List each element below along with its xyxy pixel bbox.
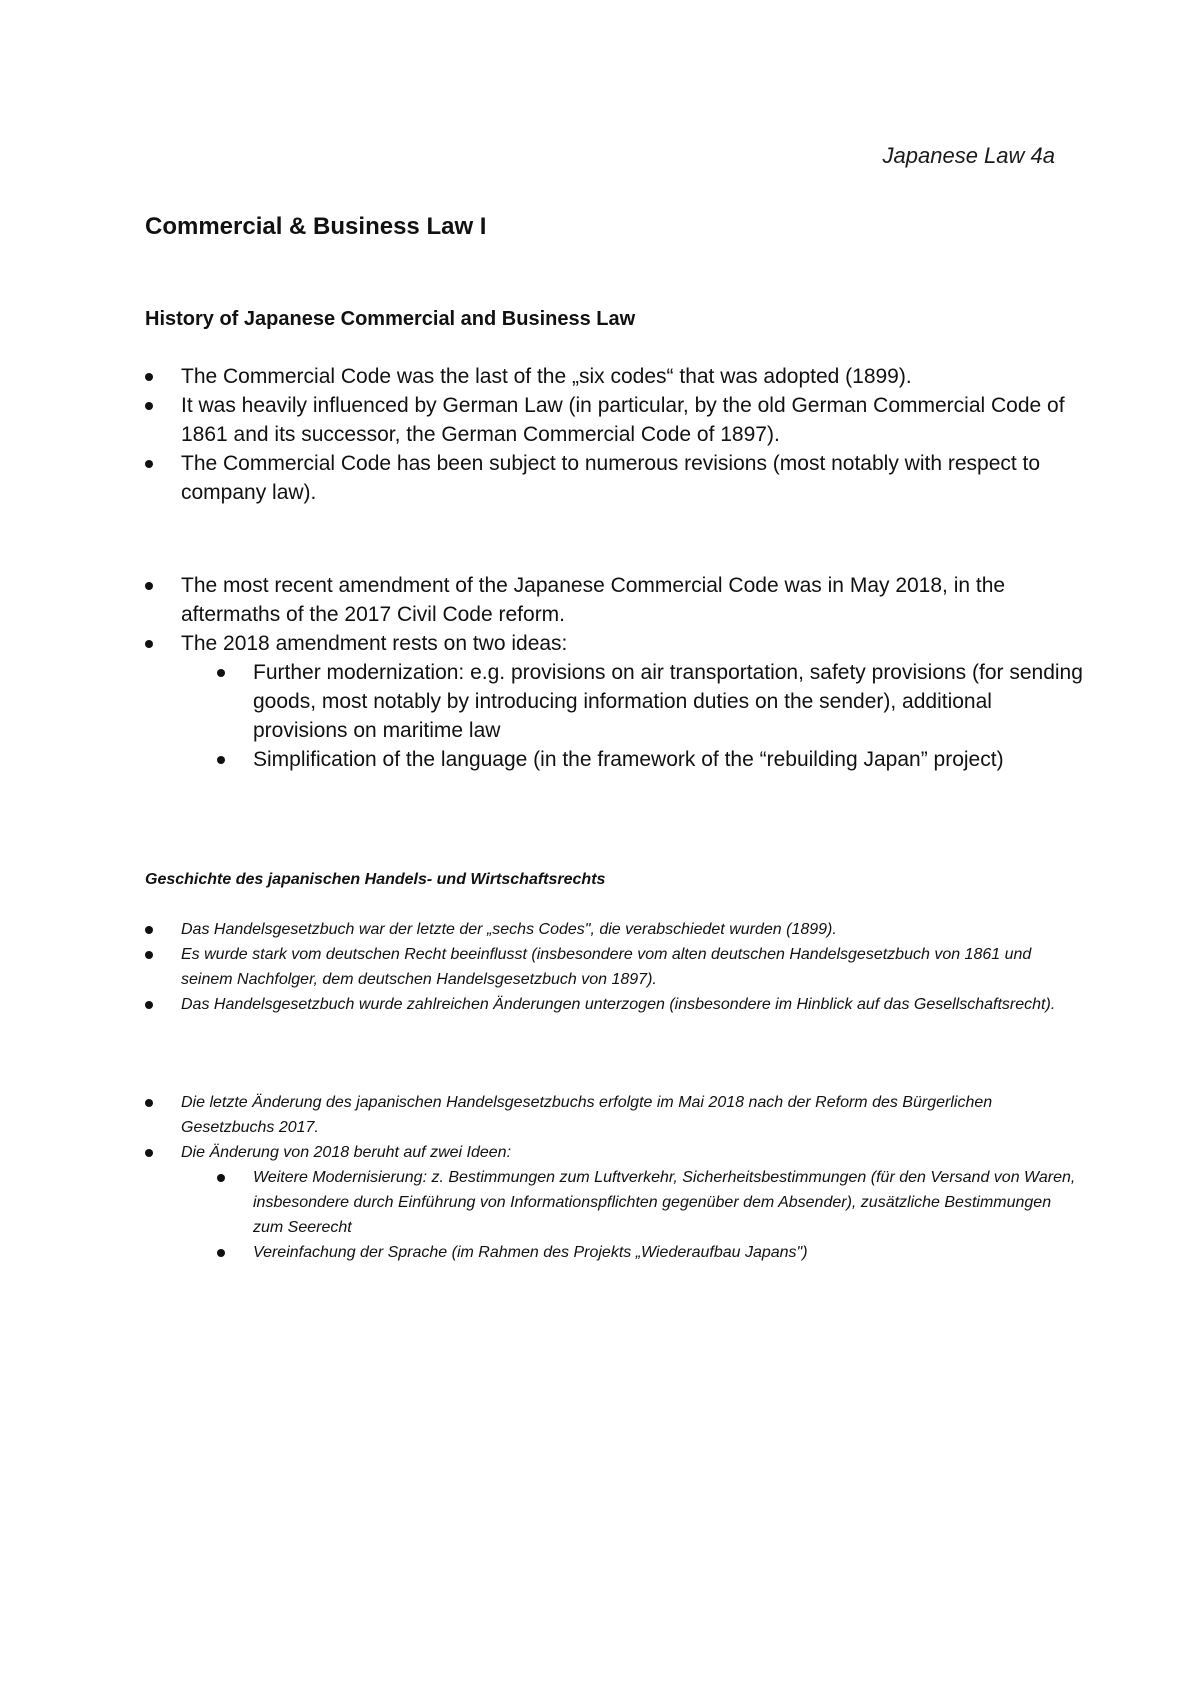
english-bullet-list-2	[145, 571, 1085, 774]
course-label: Japanese Law 4a	[882, 143, 1055, 168]
sub-list-item: Further modernization: e.g. provisions on air transportation, safety provisions (for sending goods, most notably by introducing information duties on the sender), additional provisions on maritime law	[217, 658, 1085, 745]
english-section-heading: History of Japanese Commercial and Business Law	[145, 308, 636, 330]
german-bullet-list-1	[145, 917, 1085, 1017]
german-section-heading: Geschichte des japanischen Handels- und Wirtschaftsrechts	[145, 871, 606, 888]
list-item-text: Die Änderung von 2018 beruht auf zwei Ideen:	[181, 1144, 512, 1161]
list-item: Die letzte Änderung des japanischen Handelsgesetzbuchs erfolgte im Mai 2018 nach der Reform des Bürgerlichen Gesetzbuchs 2017.	[145, 1090, 1085, 1140]
german-sub-list	[181, 1165, 1085, 1265]
sub-list-item: Simplification of the language (in the framework of the “rebuilding Japan” project)	[217, 745, 1085, 774]
list-item: Das Handelsgesetzbuch war der letzte der „sechs Codes", die verabschiedet wurden (1899).	[145, 917, 1085, 942]
sub-list-item: Vereinfachung der Sprache (im Rahmen des Projekts „Wiederaufbau Japans")	[217, 1240, 1085, 1265]
list-item: The Commercial Code was the last of the „six codes“ that was adopted (1899).	[145, 362, 1085, 391]
list-item-text: The 2018 amendment rests on two ideas:	[181, 632, 568, 655]
list-item: Das Handelsgesetzbuch wurde zahlreichen Änderungen unterzogen (insbesondere im Hinblick auf das Gesellschaftsrecht).	[145, 992, 1085, 1017]
list-item: It was heavily influenced by German Law (in particular, by the old German Commercial Code of 1861 and its successor, the German Commercial Code of 1897).	[145, 391, 1085, 449]
list-item	[145, 629, 1085, 774]
list-item: The most recent amendment of the Japanese Commercial Code was in May 2018, in the aftermaths of the 2017 Civil Code reform.	[145, 571, 1085, 629]
page-title: Commercial & Business Law I	[145, 213, 487, 240]
list-item: The Commercial Code has been subject to numerous revisions (most notably with respect to company law).	[145, 449, 1085, 507]
list-item	[145, 1140, 1085, 1265]
list-item: Es wurde stark vom deutschen Recht beeinflusst (insbesondere vom alten deutschen Handelsgesetzbuch von 1861 und seinem Nachfolger, dem deutschen Handelsgesetzbuch von 1897).	[145, 942, 1085, 992]
english-bullet-list-1	[145, 362, 1085, 507]
sub-list-item: Weitere Modernisierung: z. Bestimmungen zum Luftverkehr, Sicherheitsbestimmungen (für den Versand von Waren, insbesondere durch Einführung von Informationspflichten gegenüber dem Absender), zusätzliche Bestimmungen zum Seerecht	[217, 1165, 1085, 1240]
german-bullet-list-2	[145, 1090, 1085, 1265]
english-sub-list	[181, 658, 1085, 774]
